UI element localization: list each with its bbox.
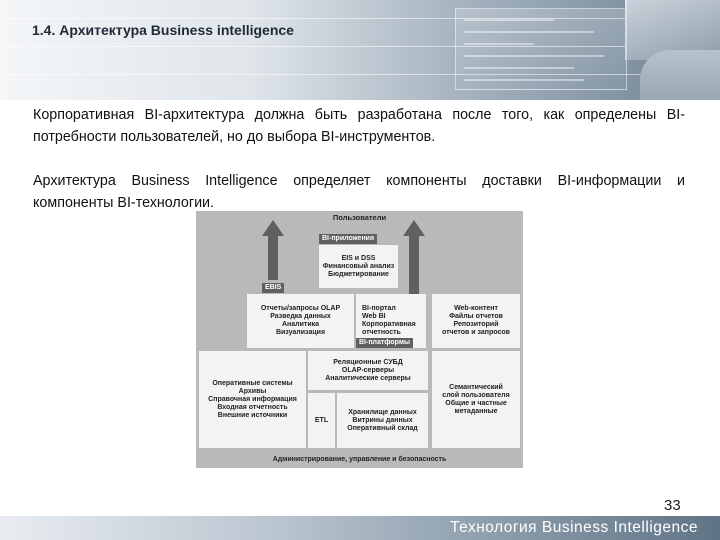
- olap-line: Разведка данных: [270, 313, 331, 320]
- portal-line: BI-портал: [362, 305, 396, 312]
- semantic-layer-box: [432, 351, 520, 448]
- operational-systems-box: [199, 351, 306, 448]
- slide-title: 1.4. Архитектура Business intelligence: [32, 22, 294, 38]
- olap-reports-box: [247, 294, 354, 348]
- bi-architecture-diagram: [196, 211, 523, 468]
- warehouse-line: Хранилище данных: [348, 408, 417, 416]
- web-line: Web-контент: [454, 305, 498, 312]
- ebis-tag: EBIS: [262, 283, 284, 293]
- up-arrow-right: [403, 220, 425, 300]
- rdbms-box: [308, 351, 428, 390]
- semantic-line: метаданные: [454, 407, 498, 415]
- header-screen-graphic: [455, 8, 627, 90]
- rdbms-line: Аналитические серверы: [325, 374, 411, 382]
- eis-dss-line: Финансовый анализ: [322, 262, 395, 270]
- portal-line: Web BI: [362, 313, 386, 320]
- footer-title: Технология Business Intelligence: [450, 519, 698, 536]
- operational-line: Внешние источники: [217, 411, 288, 419]
- hand-graphic: [640, 50, 720, 100]
- rdbms-line: OLAP-серверы: [341, 366, 395, 374]
- page-number: 33: [664, 497, 681, 514]
- warehouse-line: Витрины данных: [352, 416, 413, 424]
- web-content-box: [432, 294, 520, 348]
- semantic-line: Общие и частные: [445, 399, 507, 407]
- eis-dss-box: [319, 245, 398, 288]
- web-line: Репозиторий: [453, 321, 499, 328]
- warehouse-line: Оперативный склад: [347, 424, 418, 432]
- olap-line: Отчеты/запросы OLAP: [260, 305, 341, 312]
- paragraph-2: Архитектура Business Intelligence определяет компоненты доставки BI-информации и компоненты BI-технологии.: [33, 173, 685, 211]
- web-line: отчетов и запросов: [442, 329, 510, 336]
- admin-label: Администрирование, управление и безопасность: [272, 456, 447, 463]
- semantic-line: Семантический: [449, 383, 503, 391]
- operational-line: Справочная информация: [208, 395, 297, 403]
- eis-dss-line: Бюджетирование: [328, 270, 389, 278]
- eis-dss-line: EIS и DSS: [341, 254, 376, 262]
- paragraph-1: Корпоративная BI-архитектура должна быть разработана после того, как определены BI-потребности пользователей, но до выбора BI-инструментов.: [33, 107, 685, 145]
- bi-apps-tag: BI-приложения: [319, 234, 377, 244]
- footer-banner: [0, 516, 720, 540]
- users-label: Пользователи: [332, 213, 387, 222]
- operational-line: Входная отчетность: [217, 403, 288, 411]
- rdbms-line: Реляционные СУБД: [333, 358, 403, 366]
- operational-line: Оперативные системы: [212, 379, 293, 387]
- semantic-line: слой пользователя: [442, 391, 510, 399]
- etl-box: [308, 393, 335, 448]
- bi-platforms-tag: BI-платформы: [356, 338, 413, 348]
- portal-line: Корпоративная: [362, 321, 416, 328]
- header-banner: [0, 0, 720, 100]
- olap-line: Визуализация: [275, 329, 326, 336]
- portal-line: отчетность: [362, 329, 401, 336]
- web-line: Файлы отчетов: [449, 313, 503, 320]
- warehouse-box: [337, 393, 428, 448]
- operational-line: Архивы: [238, 387, 267, 395]
- etl-label: ETL: [314, 416, 329, 424]
- olap-line: Аналитика: [281, 321, 320, 328]
- up-arrow-left: [262, 220, 284, 280]
